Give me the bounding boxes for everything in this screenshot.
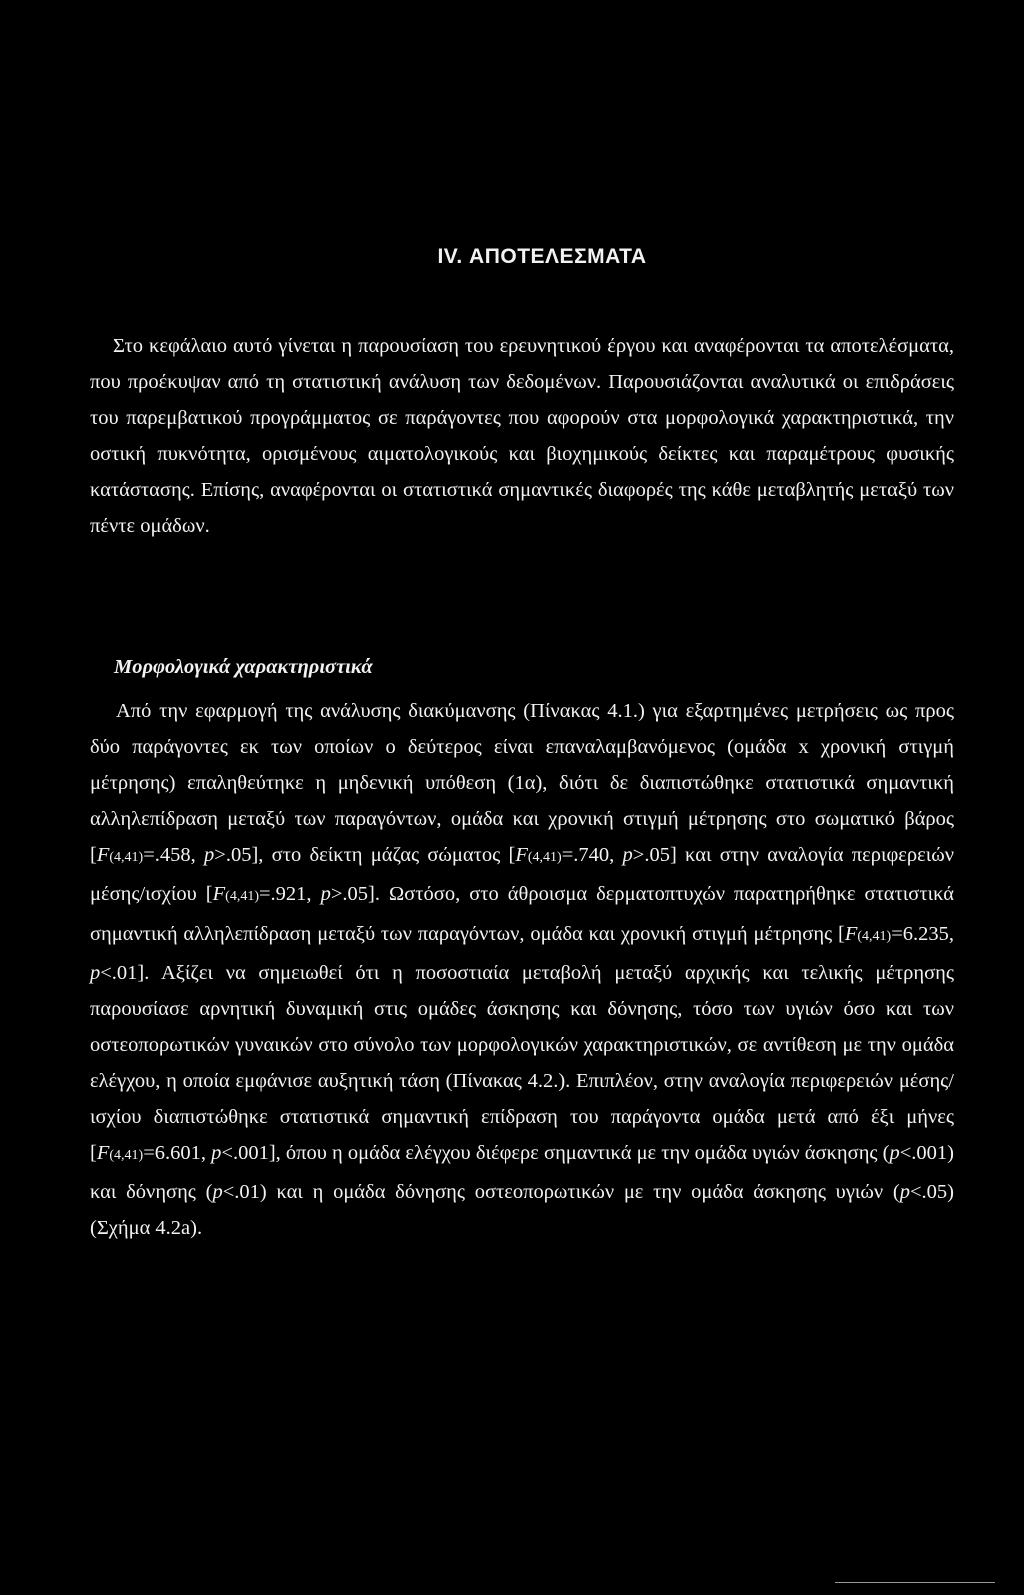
stat-value: =6.601,: [143, 1142, 212, 1165]
stat-p: p: [204, 844, 215, 867]
stat-f: F: [844, 922, 858, 945]
text-run: <.01) και η ομάδα δόνησης οστεοπορωτικών με την ομάδα άσκησης υγιών (: [222, 1181, 900, 1204]
text-run: Από την εφαρμογή της ανάλυσης διακύμανσης (Πίνακας 4.1.) για εξαρτημένες μετρήσεις ως προς δύο παράγοντες εκ των οποίων ο δεύτερος είναι επαναλαμβανόμενος (ομάδα x χρονική στιγμή μέτρησης) επαληθεύτηκε η μηδενική υπόθεση (1α), διότι δε διαπιστώθηκε στατιστικά σημαντική αλληλεπίδραση μεταξύ των παραγόντων, ομάδα και χρονική στιγμή μέτρησης στο σωματικό βάρος [: [90, 700, 954, 867]
section-title: IV. ΑΠΟΤΕΛΕΣΜΑΤΑ: [437, 245, 647, 268]
subsection-title: Μορφολογικά χαρακτηριστικά: [114, 656, 373, 678]
text-run: >.05] και στην αναλογία περιφερειών μέσης/ισχίου [: [90, 844, 955, 906]
text-run: <.001) και δόνησης (: [90, 1142, 955, 1204]
stat-f: F: [515, 844, 528, 867]
text-run: >.05], στο δείκτη μάζας σώματος [: [214, 844, 516, 867]
stat-value: =.458,: [143, 844, 205, 867]
stat-df: (4,41): [225, 889, 259, 905]
stat-value: =6.235,: [891, 922, 954, 945]
stat-f: F: [212, 883, 226, 906]
stat-f: F: [96, 844, 110, 867]
stat-df: (4,41): [109, 1148, 144, 1164]
text-run: <.01]. Αξίζει να σημειωθεί ότι η ποσοστιαία μεταβολή μεταξύ αρχικής και τελικής μέτρησης παρουσίασε αρνητική δυναμική στις ομάδες άσκησης και δόνησης, τόσο των υγιών όσο και των οστεοπορωτικών γυναικών στο σύνολο των μορφολογικών χαρακτηριστικών, σε αντίθεση με την ομάδα ελέγχου, η οποία εμφάνισε αυξητική τάση (Πίνακας 4.2.). Επιπλέον, στην αναλογία περιφερειών μέσης/ισχίου διαπιστώθηκε στατιστικά σημαντική επίδραση του παράγοντα ομάδα μετά από έξι μήνες [: [90, 961, 954, 1165]
results-paragraph: [90, 693, 954, 1246]
stat-p: p: [211, 1142, 222, 1165]
stat-p: p: [899, 1181, 910, 1204]
footer-rule: [835, 1582, 995, 1583]
stat-p: p: [320, 883, 331, 906]
stat-df: (4,41): [109, 850, 144, 866]
stat-value: =.740,: [561, 844, 623, 867]
stat-value: =.921,: [258, 883, 321, 906]
stat-p: p: [889, 1142, 900, 1165]
text-run: <.05) (Σχήμα 4.2a).: [90, 1181, 954, 1240]
text-run: <.001], όπου η ομάδα ελέγχου διέφερε σημαντικά με την ομάδα υγιών άσκησης (: [221, 1142, 890, 1165]
stat-df: (4,41): [527, 850, 562, 866]
stat-p: p: [90, 961, 101, 984]
intro-paragraph: Στο κεφάλαιο αυτό γίνεται η παρουσίαση του ερευνητικού έργου και αναφέρονται τα αποτελέσματα, που προέκυψαν από τη στατιστική ανάλυση των δεδομένων. Παρουσιάζονται αναλυτικά οι επιδράσεις του παρεμβατικού προγράμματος σε παράγοντες που αφορούν στα μορφολογικά χαρακτηριστικά, την οστική πυκνότητα, ορισμένους αιματολογικούς και βιοχημικούς δείκτες και παραμέτρους φυσικής κατάστασης. Επίσης, αναφέρονται οι στατιστικά σημαντικές διαφορές της κάθε μεταβλητής μεταξύ των πέντε ομάδων.: [90, 335, 954, 538]
stat-f: F: [96, 1142, 110, 1165]
stat-p: p: [622, 844, 633, 867]
stat-df: (4,41): [857, 928, 892, 944]
text-run: >.05]. Ωστόσο, στο άθροισμα δερματοπτυχών παρατηρήθηκε στατιστικά σημαντική αλληλεπίδραση μεταξύ των παραγόντων, ομάδα και χρονική στιγμή μέτρησης [: [90, 883, 954, 945]
stat-p: p: [212, 1181, 223, 1204]
